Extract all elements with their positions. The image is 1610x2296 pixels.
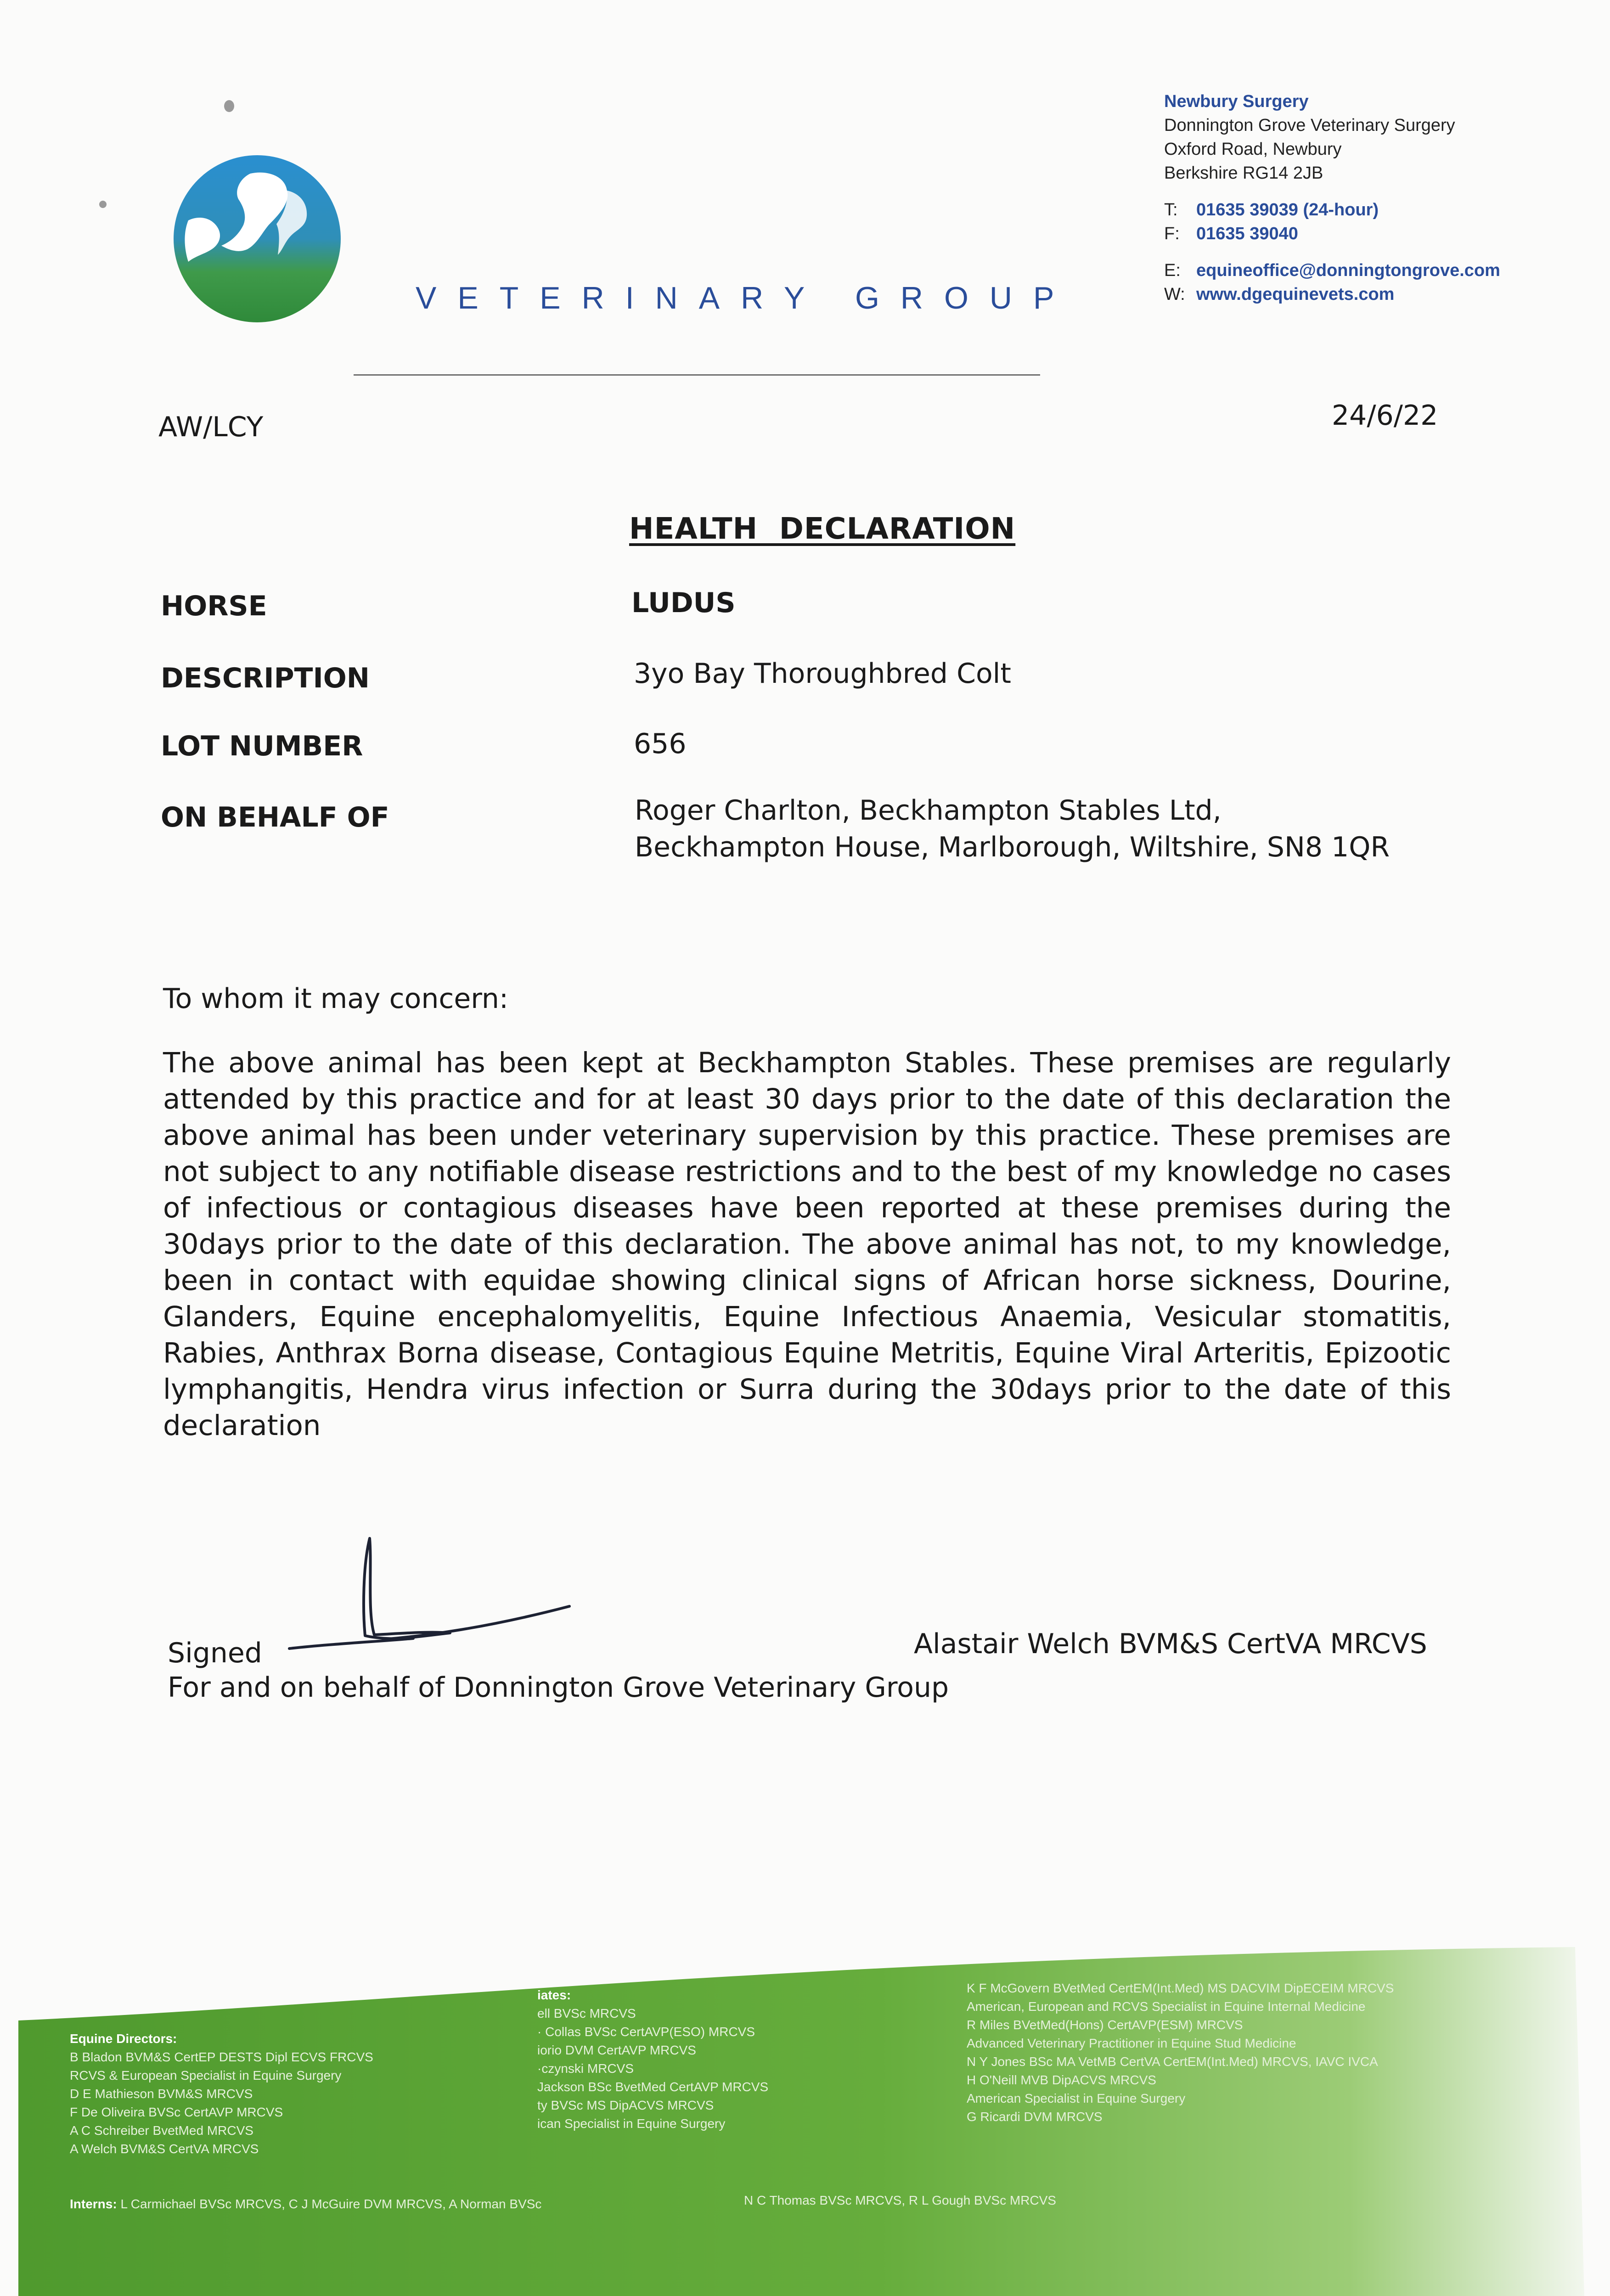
address-block <box>1164 90 1500 306</box>
on-behalf-line: Beckhampton House, Marlborough, Wiltshire, SN8 1QR <box>635 831 1390 863</box>
web-row: W: www.dgequinevets.com <box>1164 285 1395 304</box>
scan-mark <box>99 201 107 208</box>
phone-number: 01635 39039 (24-hour) <box>1196 200 1379 219</box>
lot-number-label: LOT NUMBER <box>161 730 363 762</box>
on-behalf-line: Roger Charlton, Beckhampton Stables Ltd, <box>635 794 1222 827</box>
description-label: DESCRIPTION <box>161 662 370 694</box>
scan-mark <box>224 100 234 112</box>
vets-column <box>967 1979 1394 2126</box>
horse-label: HORSE <box>161 590 267 622</box>
address-line: Oxford Road, Newbury <box>1164 140 1342 159</box>
vet-entry: American Specialist in Equine Surgery <box>967 2091 1186 2105</box>
associate-entry: ican Specialist in Equine Surgery <box>537 2116 726 2131</box>
document-title: HEALTH DECLARATION <box>629 512 1016 546</box>
interns-row-continued <box>744 2191 1056 2210</box>
vet-entry: N Y Jones BSc MA VetMB CertVA CertEM(Int.Med) MRCVS, IAVC IVCA <box>967 2054 1378 2069</box>
associate-entry: ell BVSc MRCVS <box>537 2006 636 2020</box>
fax-row: F: 01635 39040 <box>1164 224 1298 243</box>
fax-number: 01635 39040 <box>1196 224 1298 243</box>
header-divider <box>354 374 1040 376</box>
director-entry: A Welch BVM&S CertVA MRCVS <box>70 2142 259 2156</box>
associate-entry: iorio DVM CertAVP MRCVS <box>537 2043 696 2057</box>
directors-column <box>70 2030 373 2158</box>
vet-entry: Advanced Veterinary Practitioner in Equine Stud Medicine <box>967 2036 1296 2050</box>
horse-value: LUDUS <box>631 587 736 619</box>
vet-group-logo <box>170 152 344 326</box>
interns-list: N C Thomas BVSc MRCVS, R L Gough BVSc MRCVS <box>744 2193 1056 2207</box>
associate-entry: ty BVSc MS DipACVS MRCVS <box>537 2098 714 2112</box>
email-row: E: equineoffice@donningtongrove.com <box>1164 261 1500 280</box>
associates-column <box>537 1986 768 2133</box>
surgery-name: Newbury Surgery <box>1164 92 1309 111</box>
director-entry: B Bladon BVM&S CertEP DESTS Dipl ECVS FRCVS <box>70 2050 373 2064</box>
associate-entry: ·czynski MRCVS <box>537 2061 634 2076</box>
directors-heading: Equine Directors: <box>70 2032 177 2046</box>
address-line: Donnington Grove Veterinary Surgery <box>1164 116 1455 135</box>
on-behalf-statement: For and on behalf of Donnington Grove Veterinary Group <box>168 1671 949 1704</box>
lot-number-value: 656 <box>634 728 687 760</box>
associate-entry: · Collas BVSc CertAVP(ESO) MRCVS <box>537 2025 755 2039</box>
interns-label: Interns: <box>70 2197 117 2211</box>
associate-entry: Jackson BSc BvetMed CertAVP MRCVS <box>537 2080 769 2094</box>
letter-date: 24/6/22 <box>1332 400 1438 432</box>
website-link[interactable]: www.dgequinevets.com <box>1196 285 1395 304</box>
on-behalf-label: ON BEHALF OF <box>161 801 389 833</box>
vet-entry: K F McGovern BVetMed CertEM(Int.Med) MS DACVIM DipECEIM MRCVS <box>967 1981 1394 1995</box>
vet-entry: American, European and RCVS Specialist in Equine Internal Medicine <box>967 1999 1366 2014</box>
interns-list: L Carmichael BVSc MRCVS, C J McGuire DVM MRCVS, A Norman BVSc <box>120 2197 542 2211</box>
director-entry: D E Mathieson BVM&S MRCVS <box>70 2087 253 2101</box>
director-entry: F De Oliveira BVSc CertAVP MRCVS <box>70 2105 283 2119</box>
declaration-body: The above animal has been kept at Beckhampton Stables. These premises are regularly attended by this practice and for at least 30 days prior to the date of this declaration the above animal has been under veterinary supervision by this practice. These premises are not subject to any notifiable disease restrictions and to the best of my knowledge no cases of infectious or contagious diseases have been reported at these premises during the 30days prior to the date of this declaration. The above animal has not, to my knowledge, been in contact with equidae showing clinical signs of African horse sickness, Dourine, Glanders, Equine encephalomyelitis, Equine Infectious Anaemia, Vesicular stomatitis, Rabies, Anthrax Borna disease, Contagious Equine Metritis, Equine Viral Arteritis, Epizootic lymphangitis, Hendra virus infection or Surra during the 30days prior to the date of this declaration <box>163 1047 1451 1442</box>
signature-image <box>276 1529 579 1676</box>
group-name: VETERINARY GROUP <box>416 281 1075 315</box>
phone-row: T: 01635 39039 (24-hour) <box>1164 200 1379 219</box>
signed-label: Signed <box>168 1637 262 1669</box>
associates-heading: iates: <box>537 1988 571 2002</box>
description-value: 3yo Bay Thoroughbred Colt <box>634 658 1011 690</box>
address-line: Berkshire RG14 2JB <box>1164 163 1323 183</box>
vet-entry: H O'Neill MVB DipACVS MRCVS <box>967 2073 1156 2087</box>
interns-row <box>70 2195 541 2213</box>
director-entry: RCVS & European Specialist in Equine Surgery <box>70 2068 342 2082</box>
vet-entry: R Miles BVetMed(Hons) CertAVP(ESM) MRCVS <box>967 2018 1243 2032</box>
vet-entry: G Ricardi DVM MRCVS <box>967 2110 1103 2124</box>
director-entry: A C Schreiber BvetMed MRCVS <box>70 2123 253 2138</box>
greeting: To whom it may concern: <box>163 983 509 1015</box>
email-link[interactable]: equineoffice@donningtongrove.com <box>1196 261 1500 280</box>
signer-name: Alastair Welch BVM&S CertVA MRCVS <box>914 1628 1427 1660</box>
reference-code: AW/LCY <box>158 411 264 443</box>
